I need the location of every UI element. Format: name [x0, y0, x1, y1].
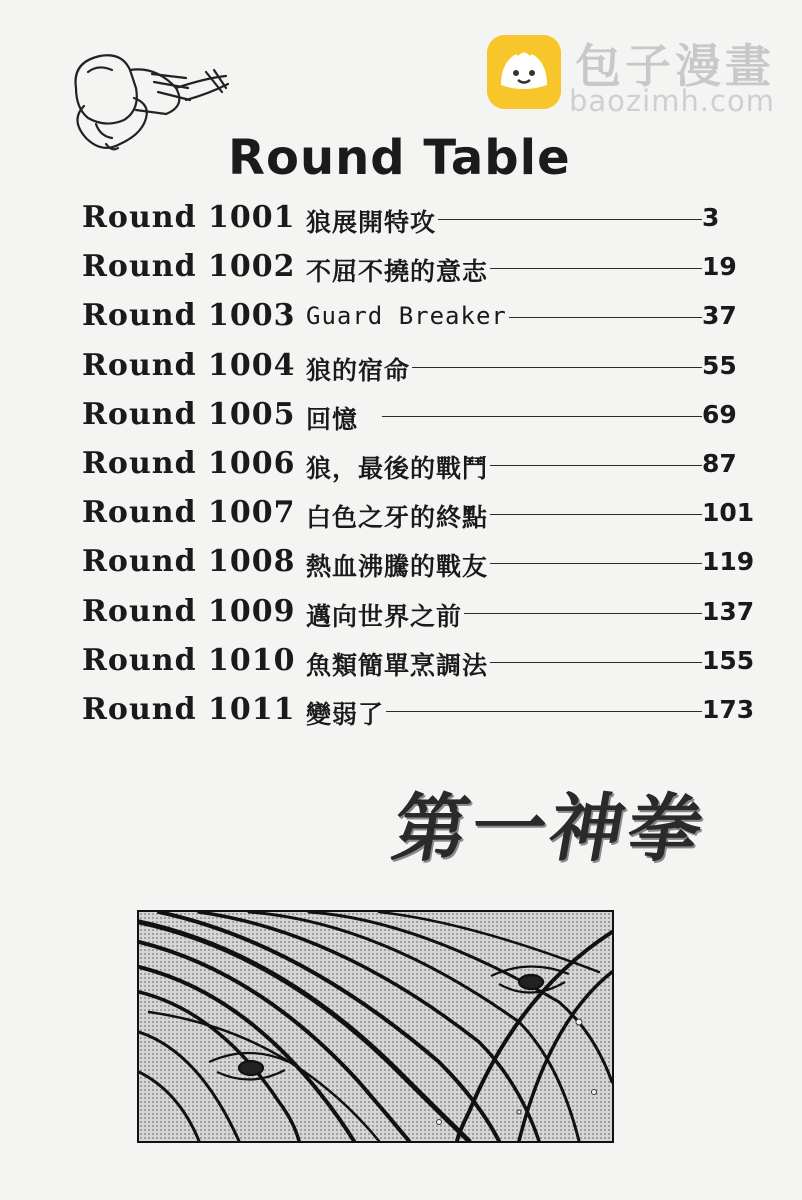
- round-label: Round 1001: [82, 200, 296, 235]
- page-number: 155: [702, 645, 755, 675]
- watermark-title: 包子漫畫: [575, 39, 775, 93]
- toc-row: [82, 537, 762, 586]
- round-label: Round 1006: [82, 445, 296, 481]
- page-number: 19: [702, 252, 737, 282]
- round-label: Round 1002: [82, 249, 296, 285]
- page-number: 173: [702, 694, 755, 724]
- page-title: Round Table: [228, 130, 571, 186]
- manga-eyes-panel: [137, 910, 614, 1143]
- round-label: Round 1009: [82, 593, 296, 629]
- toc-row: [82, 390, 762, 439]
- round-label: Round 1003: [82, 298, 296, 334]
- chapter-title: 熱血沸騰的戰友: [306, 547, 490, 583]
- chapter-title: 白色之牙的終點: [306, 498, 490, 534]
- page-number: 119: [702, 547, 755, 577]
- page-number: 69: [702, 399, 737, 429]
- round-label: Round 1007: [82, 495, 296, 531]
- round-label: Round 1005: [82, 396, 296, 432]
- round-label: Round 1010: [82, 642, 296, 678]
- steamed-bun-icon: [487, 35, 561, 109]
- chapter-title: 邁向世界之前: [306, 597, 464, 633]
- watermark: [487, 32, 787, 122]
- boxing-glove-icon: [66, 48, 236, 163]
- toc-row: [82, 587, 762, 636]
- chapter-title: 回憶: [306, 400, 360, 436]
- toc-row: [82, 488, 762, 537]
- round-label: Round 1011: [82, 691, 296, 727]
- leader-line: [382, 711, 702, 712]
- toc-row: [82, 242, 762, 291]
- chapter-title: Guard Breaker: [306, 302, 507, 331]
- leader-line: [382, 367, 702, 368]
- chapter-title: 狼，最後的戰鬥: [306, 449, 490, 485]
- page-number: 37: [702, 301, 737, 331]
- chapter-title: 不屈不撓的意志: [306, 252, 490, 288]
- page-number: 55: [702, 350, 737, 380]
- chapter-title: 狼展開特攻: [306, 203, 438, 239]
- page-number: 3: [702, 203, 720, 232]
- page-number: 101: [702, 498, 755, 528]
- page-number: 87: [702, 448, 737, 478]
- chapter-title: 狼的宿命: [306, 351, 412, 387]
- table-of-contents: [82, 193, 762, 734]
- toc-row: [82, 193, 762, 242]
- toc-row: [82, 636, 762, 685]
- round-label: Round 1008: [82, 544, 296, 580]
- toc-row: [82, 685, 762, 734]
- chapter-title: 變弱了: [306, 695, 386, 731]
- series-title: 第一神拳: [386, 786, 714, 872]
- watermark-url: baozimh.com: [569, 84, 775, 118]
- toc-row: [82, 341, 762, 390]
- chapter-title: 魚類簡單烹調法: [306, 646, 490, 682]
- round-label: Round 1004: [82, 347, 296, 383]
- toc-row: [82, 439, 762, 488]
- toc-row: [82, 291, 762, 340]
- page-number: 137: [702, 596, 755, 626]
- leader-line: [382, 416, 702, 417]
